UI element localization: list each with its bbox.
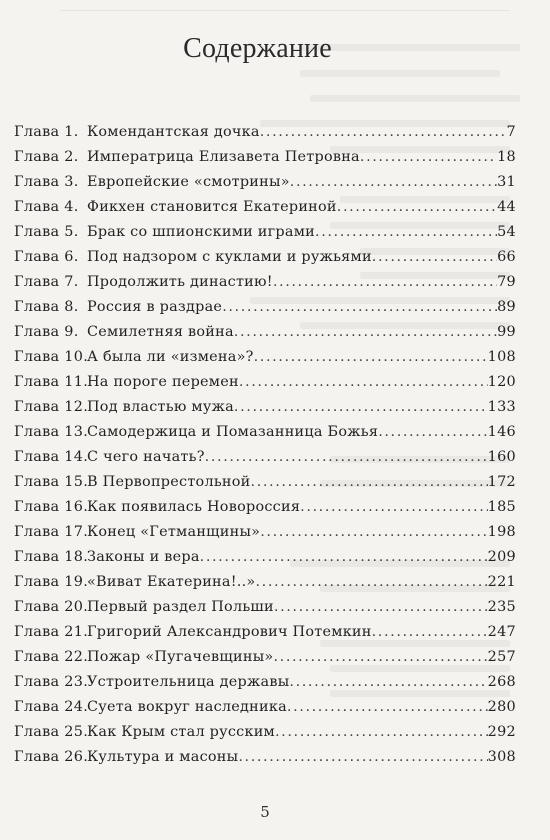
chapter-page-number: 221 — [487, 574, 516, 590]
page-number: 5 — [260, 803, 270, 821]
dot-leader — [372, 249, 497, 265]
chapter-page-number: 160 — [487, 449, 516, 465]
toc-entry — [14, 165, 516, 190]
chapter-page-number: 7 — [506, 124, 516, 140]
chapter-page-number: 198 — [487, 524, 516, 540]
chapter-label: Глава 1. — [14, 124, 79, 140]
dot-leader — [337, 199, 497, 215]
dot-leader — [273, 649, 487, 665]
chapter-label: Глава 14. — [14, 449, 89, 465]
chapter-label: Глава 12. — [14, 399, 89, 415]
toc-entry — [14, 740, 516, 765]
chapter-title: Устроительница державы — [87, 674, 290, 690]
chapter-label: Глава 26. — [14, 749, 89, 765]
chapter-title: Как появилась Новороссия — [87, 499, 301, 515]
toc-entry — [14, 290, 516, 315]
chapter-page-number: 235 — [487, 599, 516, 615]
dot-leader — [273, 274, 497, 290]
dot-leader — [260, 124, 507, 140]
chapter-title: Под властью мужа — [87, 399, 234, 415]
dot-leader — [222, 299, 497, 315]
dot-leader — [289, 674, 487, 690]
chapter-title: Семилетняя война — [87, 324, 234, 340]
dot-leader — [372, 624, 488, 640]
chapter-label: Глава 20. — [14, 599, 89, 615]
chapter-label: Глава 9. — [14, 324, 79, 340]
dot-leader — [290, 174, 497, 190]
dot-leader — [200, 549, 488, 565]
chapter-page-number: 66 — [497, 249, 516, 265]
chapter-page-number: 18 — [497, 149, 516, 165]
chapter-page-number: 247 — [487, 624, 516, 640]
dot-leader — [239, 374, 488, 390]
chapter-label: Глава 13. — [14, 424, 89, 440]
chapter-label: Глава 3. — [14, 174, 79, 190]
dot-leader — [234, 399, 488, 415]
chapter-label: Глава 23. — [14, 674, 89, 690]
chapter-title: Как Крым стал русским — [87, 724, 275, 740]
dot-leader — [205, 449, 488, 465]
chapter-title: А была ли «измена»? — [87, 349, 254, 365]
chapter-title: Первый раздел Польши — [87, 599, 274, 615]
chapter-label: Глава 21. — [14, 624, 89, 640]
chapter-label: Глава 7. — [14, 274, 79, 290]
chapter-title: На пороге перемен — [87, 374, 239, 390]
dot-leader — [300, 499, 487, 515]
toc-entry — [14, 640, 516, 665]
dot-leader — [378, 424, 487, 440]
chapter-title: Конец «Гетманщины» — [87, 524, 261, 540]
chapter-page-number: 89 — [497, 299, 516, 315]
dot-leader — [260, 524, 487, 540]
chapter-label: Глава 11. — [14, 374, 89, 390]
dot-leader — [315, 224, 497, 240]
toc-entry — [14, 540, 516, 565]
chapter-page-number: 79 — [497, 274, 516, 290]
toc-entry — [14, 590, 516, 615]
chapter-title: Культура и масоны — [87, 749, 239, 765]
chapter-label: Глава 4. — [14, 199, 79, 215]
dot-leader — [255, 574, 487, 590]
chapter-label: Глава 25. — [14, 724, 89, 740]
chapter-page-number: 268 — [487, 674, 516, 690]
chapter-page-number: 209 — [487, 549, 516, 565]
toc-entry — [14, 690, 516, 715]
page-title: Содержание — [183, 33, 332, 64]
chapter-label: Глава 10. — [14, 349, 89, 365]
toc-entry — [14, 365, 516, 390]
toc-entry — [14, 140, 516, 165]
table-of-contents — [14, 115, 516, 765]
dot-leader — [251, 474, 488, 490]
chapter-page-number: 99 — [497, 324, 516, 340]
chapter-label: Глава 8. — [14, 299, 79, 315]
toc-entry — [14, 115, 516, 140]
chapter-label: Глава 18. — [14, 549, 89, 565]
toc-entry — [14, 615, 516, 640]
dot-leader — [274, 599, 488, 615]
chapter-label: Глава 16. — [14, 499, 89, 515]
toc-entry — [14, 415, 516, 440]
chapter-page-number: 44 — [497, 199, 516, 215]
chapter-title: В Первопрестольной — [87, 474, 251, 490]
chapter-page-number: 257 — [487, 649, 516, 665]
chapter-title: Брак со шпионскими играми — [87, 224, 316, 240]
chapter-title: Под надзором с куклами и ружьями — [87, 249, 372, 265]
toc-entry — [14, 215, 516, 240]
chapter-page-number: 120 — [487, 374, 516, 390]
chapter-title: Законы и вера — [87, 549, 200, 565]
toc-entry — [14, 440, 516, 465]
toc-entry — [14, 390, 516, 415]
chapter-title: С чего начать? — [87, 449, 205, 465]
chapter-title: Императрица Елизавета Петровна — [87, 149, 360, 165]
toc-entry — [14, 465, 516, 490]
toc-entry — [14, 190, 516, 215]
chapter-label: Глава 24. — [14, 699, 89, 715]
chapter-page-number: 54 — [497, 224, 516, 240]
dot-leader — [275, 724, 488, 740]
chapter-title: «Виват Екатерина!..» — [87, 574, 256, 590]
chapter-title: Продолжить династию! — [87, 274, 273, 290]
dot-leader — [254, 349, 488, 365]
toc-entry — [14, 715, 516, 740]
dot-leader — [360, 149, 497, 165]
chapter-page-number: 185 — [487, 499, 516, 515]
chapter-page-number: 133 — [487, 399, 516, 415]
toc-entry — [14, 340, 516, 365]
chapter-label: Глава 6. — [14, 249, 79, 265]
chapter-label: Глава 19. — [14, 574, 89, 590]
dot-leader — [287, 699, 488, 715]
chapter-page-number: 280 — [487, 699, 516, 715]
toc-entry — [14, 240, 516, 265]
chapter-label: Глава 15. — [14, 474, 89, 490]
chapter-label: Глава 2. — [14, 149, 79, 165]
chapter-page-number: 172 — [487, 474, 516, 490]
dot-leader — [234, 324, 497, 340]
chapter-page-number: 31 — [497, 174, 516, 190]
chapter-page-number: 146 — [487, 424, 516, 440]
chapter-page-number: 292 — [487, 724, 516, 740]
chapter-title: Фикхен становится Екатериной — [87, 199, 337, 215]
chapter-title: Европейские «смотрины» — [87, 174, 290, 190]
toc-entry — [14, 565, 516, 590]
chapter-title: Россия в раздрае — [87, 299, 223, 315]
chapter-label: Глава 22. — [14, 649, 89, 665]
dot-leader — [238, 749, 487, 765]
chapter-label: Глава 17. — [14, 524, 89, 540]
chapter-title: Комендантская дочка — [87, 124, 260, 140]
chapter-title: Пожар «Пугачевщины» — [87, 649, 274, 665]
toc-entry — [14, 265, 516, 290]
toc-entry — [14, 490, 516, 515]
top-ornament — [60, 0, 510, 11]
chapter-title: Самодержица и Помазанница Божья — [87, 424, 379, 440]
chapter-title: Суета вокруг наследника — [87, 699, 287, 715]
toc-entry — [14, 665, 516, 690]
chapter-title: Григорий Александрович Потемкин — [87, 624, 372, 640]
chapter-page-number: 108 — [487, 349, 516, 365]
chapter-label: Глава 5. — [14, 224, 79, 240]
toc-entry — [14, 515, 516, 540]
chapter-page-number: 308 — [487, 749, 516, 765]
toc-entry — [14, 315, 516, 340]
